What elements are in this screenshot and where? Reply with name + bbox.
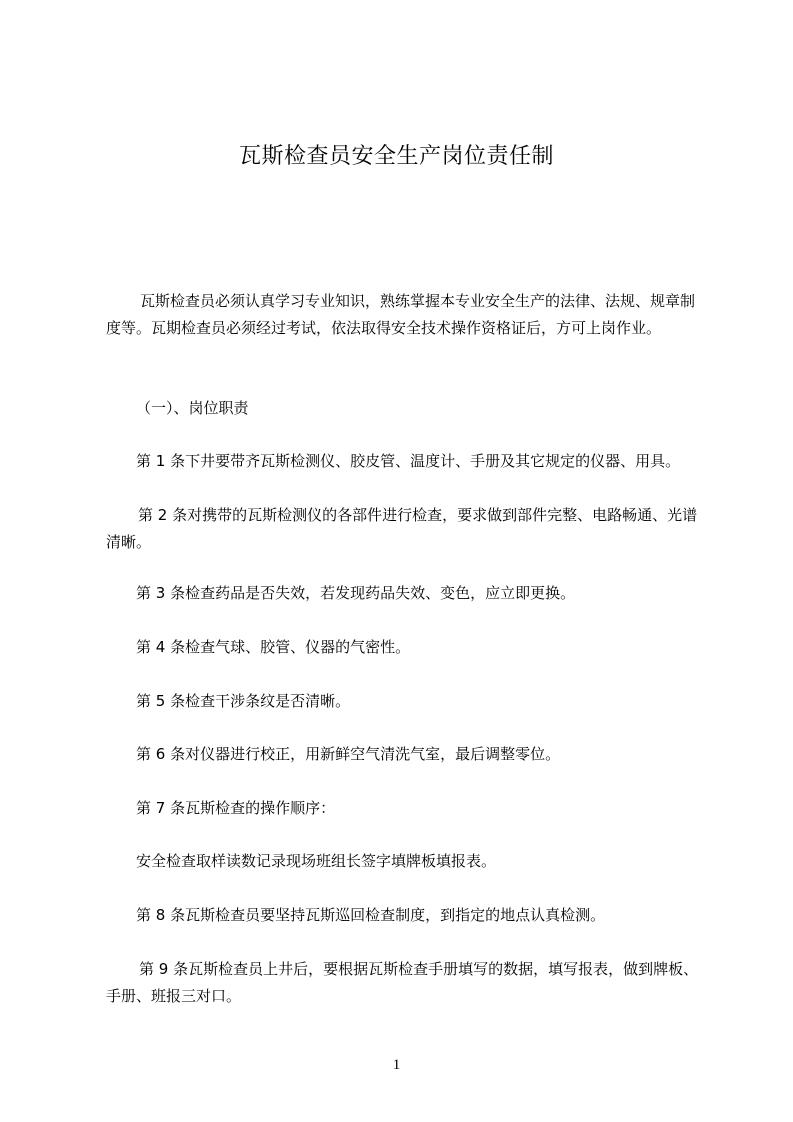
- procedure-sequence: 安全检查取样读数记录现场班组长签字填牌板填报表。: [136, 852, 497, 870]
- article-8: 第 8 条瓦斯检查员要坚持瓦斯巡回检查制度，到指定的地点认真检测。: [136, 906, 606, 924]
- section-heading: （一）、岗位职责: [136, 399, 249, 417]
- intro-paragraph: 瓦斯检查员必须认真学习专业知识，熟练掌握本专业安全生产的法律、法规、规章制度等。瓦期检查员必须经过考试，依法取得安全技术操作资格证后，方可上岗作业。: [106, 292, 696, 337]
- article-4: 第 4 条检查气球、胶管、仪器的气密性。: [136, 638, 411, 656]
- article-1: 第 1 条下井要带齐瓦斯检测仪、胶皮管、温度计、手册及其它规定的仪器、用具。: [136, 452, 681, 470]
- article-7: 第 7 条瓦斯检查的操作顺序：: [136, 799, 336, 817]
- article-5: 第 5 条检查干涉条纹是否清晰。: [136, 692, 351, 710]
- page-number: 1: [392, 1057, 401, 1073]
- article-6: 第 6 条对仪器进行校正，用新鲜空气清洗气室，最后调整零位。: [136, 745, 561, 763]
- article-2: 第 2 条对携带的瓦斯检测仪的各部件进行检查，要求做到部件完整、电路畅通、光谱清晰。: [106, 506, 698, 551]
- document-title: 瓦斯检查员安全生产岗位责任制: [238, 144, 554, 169]
- article-9: 第 9 条瓦斯检查员上井后，要根据瓦斯检查手册填写的数据，填写报表，做到牌板、手册、班报三对口。: [106, 960, 699, 1005]
- article-3: 第 3 条检查药品是否失效，若发现药品失效、变色，应立即更换。: [136, 584, 576, 602]
